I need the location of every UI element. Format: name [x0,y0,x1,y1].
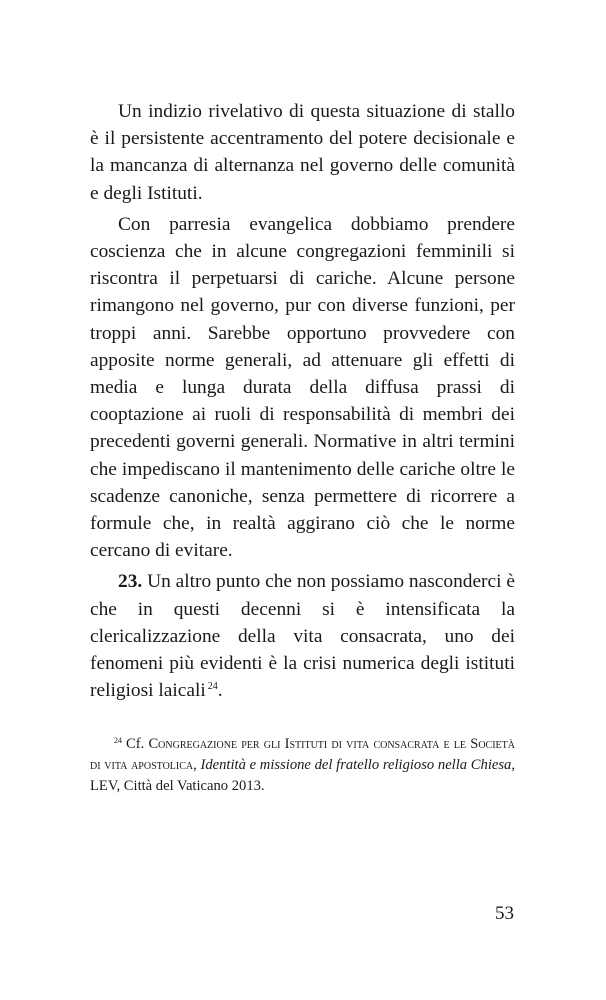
footnote-publisher: , LEV, Città del Vaticano 2013. [90,757,516,794]
footnote-number: 24 [114,735,122,745]
footnote-prefix: Cf. [126,736,149,753]
page-content [90,98,515,811]
section-text: Un altro punto che non possiamo nasconderci è che in questi decenni si è intensificata la clericalizzazione della vita consacrata, uno dei fenomeni più evidenti è la crisi numerica degli istituti religiosi laicali [90,571,515,702]
section-number: 23. [118,571,143,593]
footnote-separator: , [193,757,201,774]
footnote-reference: 24 [207,680,218,692]
body-paragraph: Un indizio rivelativo di questa situazione di stallo è il persistente accentramento del potere decisionale e la mancanza di alternanza nel governo delle comunità e degli Istituti. [90,101,515,204]
body-paragraph: Con parresia evangelica dobbiamo prendere coscienza che in alcune congregazioni femminili si riscontra il perpetuarsi di cariche. Alcune persone rimangono nel governo, pur con diverse funzioni, per troppi anni. Sarebbe opportuno provvedere con apposite norme generali, ad attenuare gli effetti di media e lunga durata della diffusa prassi di cooptazione ai ruoli di responsabilità di membri dei precedenti governi generali. Normative in altri termini che impediscano il mantenimento delle cariche oltre le scadenze canoniche, senza permettere di ricorrere a formule che, in realtà aggirano ciò che le norme cercano di evitare. [90,213,515,562]
footnote-author: Congregazione per gli Istituti di vita consacrata e le Società di vita apostolica [90,736,515,774]
section-23-paragraph [90,568,515,704]
footnote [90,734,515,796]
page-number: 53 [495,903,514,924]
section-end-punctuation: . [217,680,223,702]
footnote-title: Identità e missione del fratello religioso nella Chiesa [200,757,512,774]
